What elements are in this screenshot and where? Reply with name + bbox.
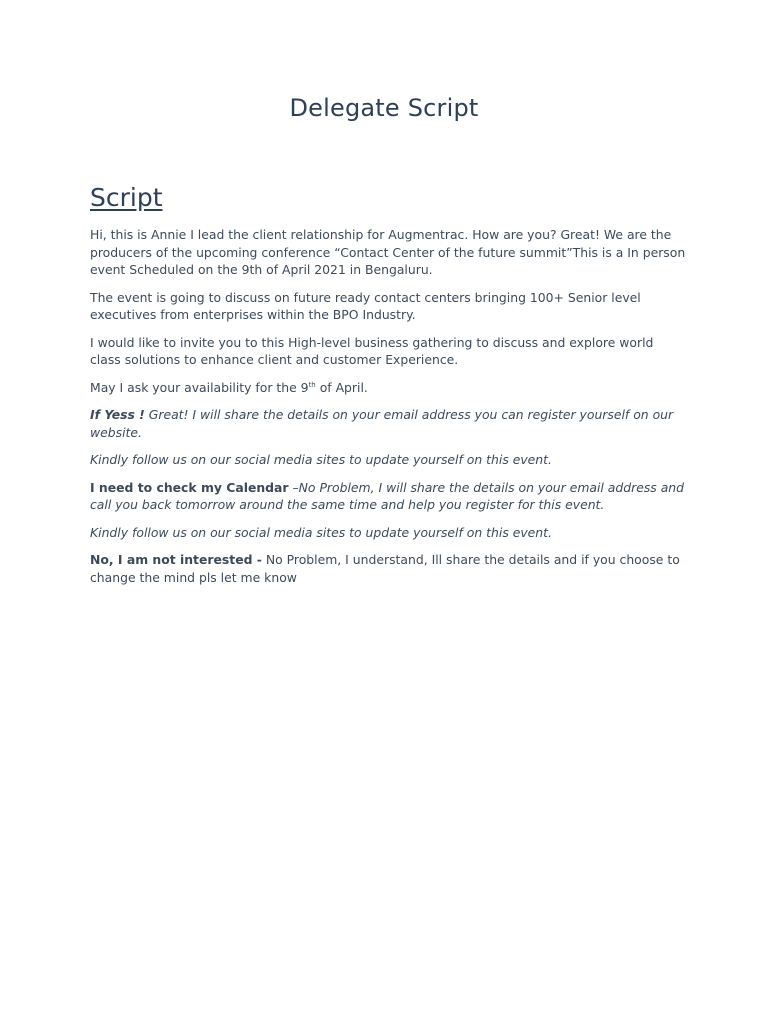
availability-text-end: of April.: [315, 379, 368, 395]
script-body: [90, 226, 686, 596]
follow-text: Kindly follow us on our social media sites to update yourself on this event.: [90, 452, 552, 467]
follow-paragraph-2: [90, 524, 686, 542]
availability-text: May I ask your availability for the 9: [90, 379, 309, 395]
not-interested-paragraph: [90, 551, 686, 586]
document-title: Delegate Script: [289, 94, 479, 122]
if-yes-paragraph: [90, 406, 686, 441]
check-calendar-paragraph: [90, 479, 686, 514]
invite-paragraph: I would like to invite you to this High-level business gathering to discuss and explore world class solutions to enhance client and customer Experience.: [90, 334, 654, 367]
follow-text-2: Kindly follow us on our social media sites to update yourself on this event.: [90, 524, 552, 540]
if-yes-label: If Yess !: [90, 407, 145, 422]
not-interested-label: No, I am not interested -: [90, 552, 262, 567]
intro-paragraph: Hi, this is Annie I lead the client relationship for Augmentrac. How are you? Great! We are the producers of the upcoming conference “Contact Center of the future summit”This is a In person event Scheduled on the 9th of April 2021 in Bengaluru.: [90, 227, 686, 277]
if-yes-text: Great! I will share the details on your email address you can register yourself on our website.: [90, 407, 674, 440]
section-heading-script: Script: [90, 183, 163, 212]
not-interested-text: No Problem, I understand, Ill share the details and if you choose to change the mind pls let me know: [90, 552, 680, 585]
availability-paragraph: [90, 379, 686, 397]
ordinal-suffix: th: [308, 380, 316, 389]
follow-paragraph: [90, 451, 686, 469]
event-paragraph: The event is going to discuss on future ready contact centers bringing 100+ Senior level executives from enterprises within the BPO Industry.: [90, 289, 641, 322]
check-calendar-text: –No Problem, I will share the details on your email address and call you back tomorrow around the same time and help you register for this event.: [90, 479, 685, 512]
check-calendar-label: I need to check my Calendar: [90, 479, 289, 495]
